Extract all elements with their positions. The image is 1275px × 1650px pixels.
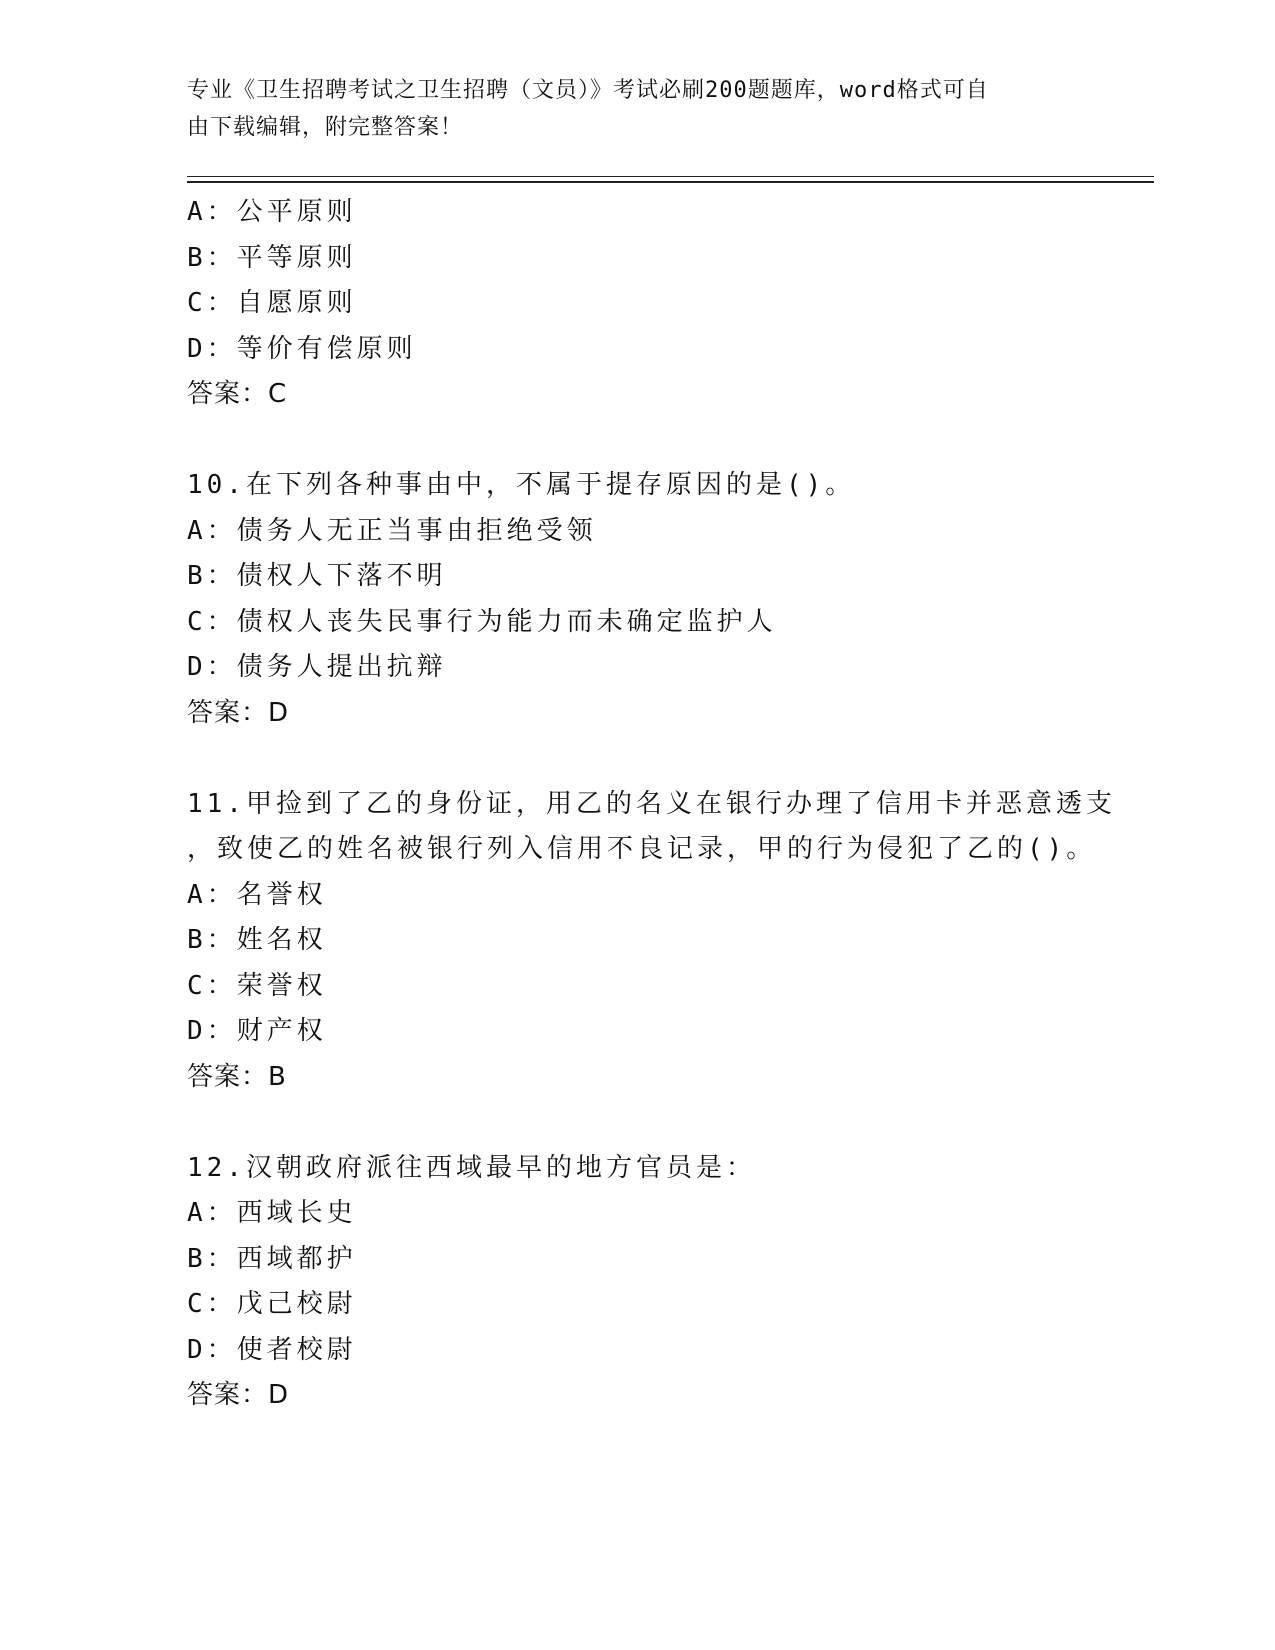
question-stem: 10.在下列各种事由中，不属于提存原因的是()。 [187, 470, 856, 500]
option-b: B：西域都护 [187, 1243, 357, 1274]
option-a: A：西域长史 [187, 1198, 357, 1228]
question-content [187, 190, 1116, 1419]
option-a: A：公平原则 [187, 197, 357, 227]
question-12 [187, 1146, 1087, 1419]
option-a: A：债务人无正当事由拒绝受领 [187, 515, 597, 546]
option-c: C：债权人丧失民事行为能力而未确定监护人 [187, 606, 777, 637]
answer-line: 答案：D [187, 1380, 290, 1410]
option-d: D：债务人提出抗辩 [187, 652, 447, 682]
option-b: B：债权人下落不明 [187, 561, 447, 591]
option-d: D：使者校尉 [187, 1334, 357, 1365]
answer-line: 答案：D [187, 697, 290, 728]
continued-question [187, 190, 1087, 418]
option-b: B：平等原则 [187, 242, 357, 273]
option-a: A：名誉权 [187, 879, 327, 910]
option-d: D：等价有偿原则 [187, 333, 417, 364]
option-d: D：财产权 [187, 1016, 327, 1046]
header-divider-thin [187, 176, 1154, 177]
header-line-2: 由下载编辑，附完整答案！ [187, 115, 464, 140]
header-line-1: 专业《卫生招聘考试之卫生招聘（文员）》考试必刷200题题库，word格式可自 [187, 78, 989, 103]
option-b: B：姓名权 [187, 925, 327, 955]
question-11 [187, 782, 1116, 1101]
answer-line: 答案：B [187, 1061, 287, 1092]
question-stem: 12.汉朝政府派往西域最早的地方官员是： [187, 1152, 756, 1183]
option-c: C：自愿原则 [187, 288, 357, 318]
header-divider-thick [187, 181, 1154, 183]
question-10 [187, 463, 1087, 736]
question-stem-line-2: ，致使乙的姓名被银行列入信用不良记录，甲的行为侵犯了乙的()。 [187, 834, 1097, 864]
document-header [187, 72, 1067, 146]
answer-line: 答案：C [187, 379, 288, 409]
option-c: C：戊己校尉 [187, 1289, 357, 1319]
option-c: C：荣誉权 [187, 970, 327, 1001]
question-stem-line-1: 11.甲捡到了乙的身份证，用乙的名义在银行办理了信用卡并恶意透支 [187, 788, 1116, 819]
